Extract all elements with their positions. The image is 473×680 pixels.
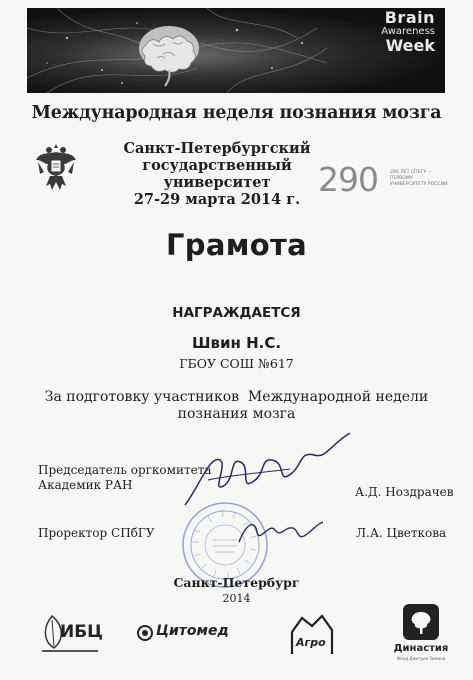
- award-reason-line-1: За подготовку участников Международной недели: [44, 389, 429, 405]
- award-reason: [0, 389, 473, 423]
- event-title: Международная неделя познания мозга: [31, 103, 442, 123]
- building-icon: [288, 612, 336, 658]
- anniversary-number: 290: [318, 160, 378, 199]
- chair-name: А.Д. Ноздрачев: [355, 485, 454, 499]
- sponsor-logo-dynasty: [393, 604, 449, 666]
- certificate-title: Грамота: [166, 228, 307, 262]
- brand-line-1: Brain: [384, 8, 435, 27]
- sponsor-logo-ibc-label: ИБЦ: [60, 622, 103, 642]
- chair-title-line-2: Академик РАН: [38, 478, 133, 492]
- chair-title-line-1: Председатель оргкомитета: [38, 463, 212, 477]
- sponsor-logo-cytomed: [136, 620, 236, 644]
- recipient-name: Швин Н.С.: [191, 334, 282, 352]
- award-reason-line-2: познания мозга: [177, 406, 296, 422]
- brain-icon: [139, 26, 199, 86]
- anniversary-caption: 290 ЛЕТ СПБГУ — ПЕРВОМУ УНИВЕРСИТЕТУ РОССИИ: [390, 170, 448, 187]
- organizer-name-line-2: университет: [163, 174, 271, 191]
- organizer-name-line-1: Санкт-Петербургский государственный: [123, 140, 311, 174]
- city: Санкт-Петербург: [173, 575, 300, 590]
- brand-line-3: Week: [385, 36, 435, 55]
- sponsor-logo-ibc: [38, 610, 103, 654]
- event-dates: 27-29 марта 2014 г.: [133, 191, 301, 208]
- sponsor-logo-cytomed-label: Цитомед: [156, 623, 229, 639]
- sponsor-logo-agro: [288, 612, 336, 658]
- chair-signature: [180, 425, 360, 515]
- vice-rector-title: Проректор СПбГУ: [38, 526, 155, 540]
- sponsor-logo-dynasty-sub: Фонд Дмитрия Зимина: [396, 656, 446, 661]
- brand-line-2: Awareness: [381, 26, 435, 37]
- cytomed-mark-icon: [136, 624, 154, 642]
- recipient-school: ГБОУ СОШ №617: [179, 356, 294, 371]
- tree-icon: [403, 604, 439, 640]
- brand-wordmark: [381, 10, 435, 54]
- awarded-label: НАГРАЖДАЕТСЯ: [172, 305, 301, 321]
- organizer-block: [86, 140, 348, 208]
- sponsor-logo-dynasty-label: Династия: [393, 643, 449, 654]
- vice-rector-name: Л.А. Цветкова: [356, 526, 447, 540]
- brain-awareness-banner: [27, 8, 445, 93]
- year: 2014: [222, 592, 251, 605]
- vice-rector-signature: [235, 512, 325, 552]
- university-emblem-icon: [34, 140, 78, 196]
- sponsor-logo-agro-label: Агро: [296, 636, 326, 649]
